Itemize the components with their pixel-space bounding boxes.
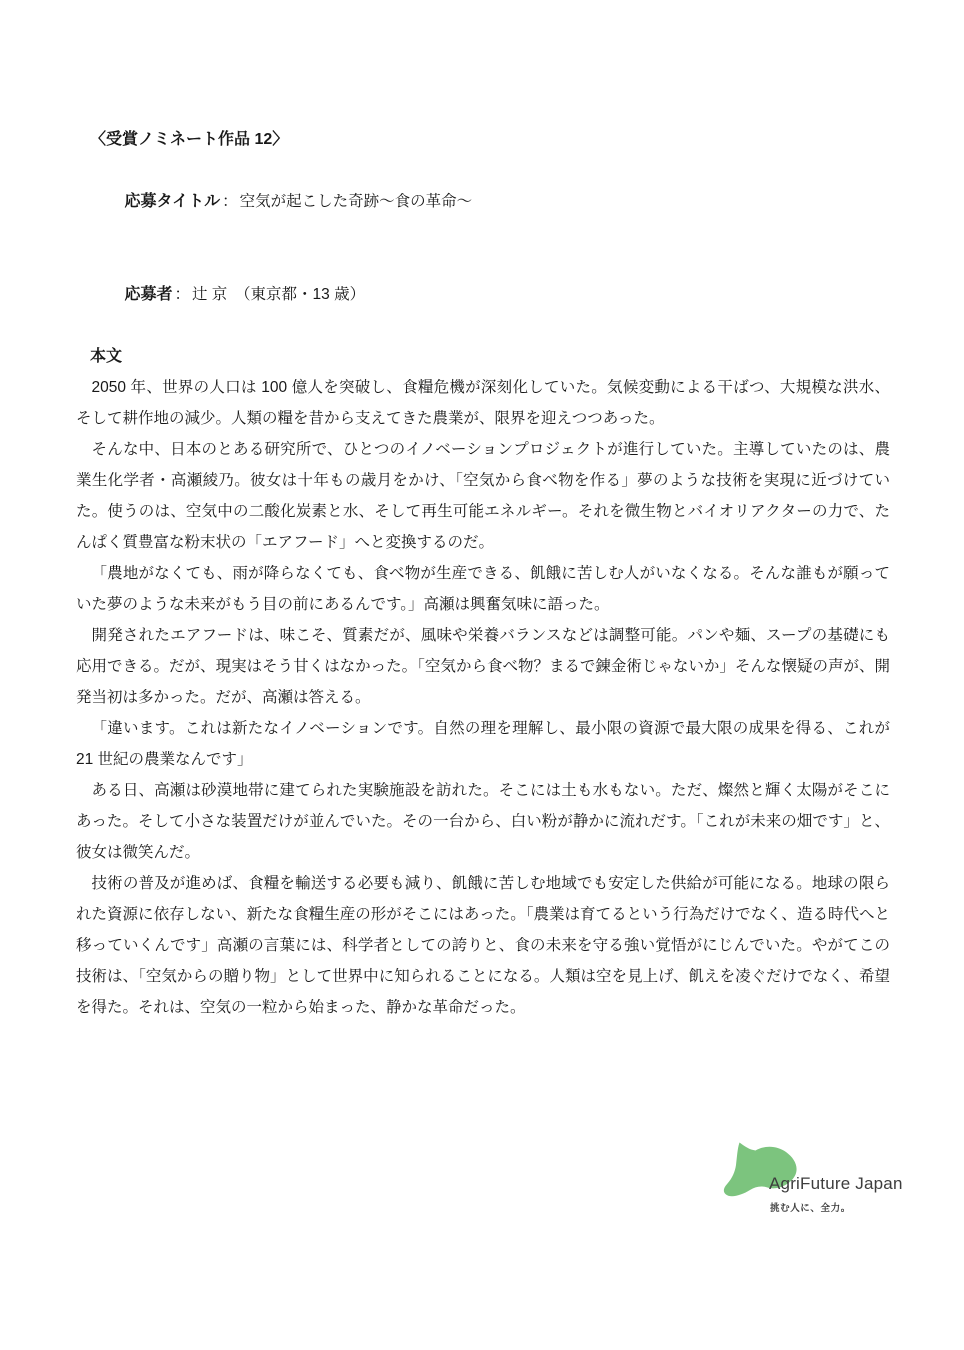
body-paragraph-5: 「違います。これは新たなイノベーションです。自然の理を理解し、最小限の資源で最大限の成果を得る、これが 21 世紀の農業なんです」 [76,720,890,768]
body-paragraph-3: 「農地がなくても、雨が降らなくても、食べ物が生産できる、飢餓に苦しむ人がいなくなる。そんな誰もが願っていた夢のような未来がもう目の前にあるんです。」高瀬は興奮気味に語った。 [76,565,890,613]
entry-title-line [90,155,890,248]
agrifuture-logo-tagline: 挑む人に、全力。 [770,1203,851,1214]
entry-title-label: 応募タイトル [124,193,221,210]
nomination-heading: 〈受賞ノミネート作品 12〉 [90,131,289,148]
applicant-value: 辻 京 （東京都・13 歳） [191,286,366,303]
applicant-line [90,248,890,341]
applicant-separator: ： [174,286,190,303]
body-paragraph-1: 2050 年、世界の人口は 100 億人を突破し、食糧危機が深刻化していた。気候変動による干ばつ、大規模な洪水、そして耕作地の減少。人類の糧を昔から支えてきた農業が、限界を迎えつつあった。 [76,379,890,427]
agrifuture-logo-name: AgriFuture Japan [769,1174,903,1193]
body-paragraph-6: ある日、高瀬は砂漠地帯に建てられた実験施設を訪れた。そこには土も水もない。ただ、燦然と輝く太陽がそこにあった。そして小さな装置だけが並んでいた。その一台から、白い粉が静かに流れだす。「これが未来の畑です」と、彼女は微笑んだ。 [76,782,890,861]
entry-title-separator: ： [222,193,238,210]
applicant-label: 応募者 [124,286,173,303]
essay-body [76,372,890,1023]
body-section-label: 本文 [90,348,123,365]
document-content [76,124,890,1023]
body-paragraph-2: そんな中、日本のとある研究所で、ひとつのイノベーションプロジェクトが進行していた。主導していたのは、農業生化学者・高瀬綾乃。彼女は十年もの歳月をかけ、「空気から食べ物を作る」夢のような技術を実現に近づけていた。使うのは、空気中の二酸化炭素と水、そして再生可能エネルギー。それを微生物とバイオリアクターの力で、たんぱく質豊富な粉末状の「エアフード」へと変換するのだ。 [76,441,890,551]
document-header [90,124,890,372]
agrifuture-logo [722,1140,902,1230]
body-paragraph-7: 技術の普及が進めば、食糧を輸送する必要も減り、飢餓に苦しむ地域でも安定した供給が可能になる。地球の限られた資源に依存しない、新たな食糧生産の形がそこにはあった。「農業は育てるという行為だけでなく、造る時代へと移っていくんです」高瀬の言葉には、科学者としての誇りと、食の未来を守る強い覚悟がにじんでいた。やがてこの技術は、「空気からの贈り物」として世界中に知られることになる。人類は空を見上げ、飢えを凌ぐだけでなく、希望を得た。それは、空気の一粒から始まった、静かな革命だった。 [76,875,890,1016]
body-paragraph-4: 開発されたエアフードは、味こそ、質素だが、風味や栄養バランスなどは調整可能。パンや麺、スープの基礎にも応用できる。だが、現実はそう甘くはなかった。「空気から食べ物？まるで錬金術じゃないか」そんな懐疑の声が、開発当初は多かった。だが、高瀬は答える。 [76,627,890,706]
entry-title-value: 空気が起こした奇跡〜食の革命〜 [239,193,473,210]
